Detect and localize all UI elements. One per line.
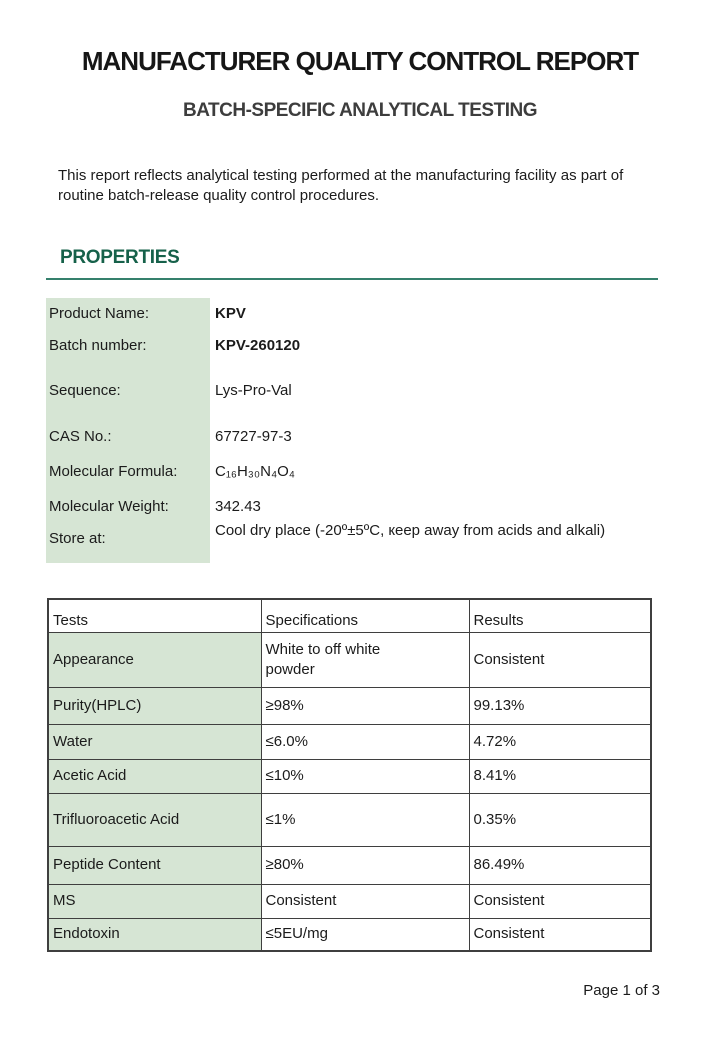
tests-table xyxy=(47,598,652,952)
test-name: Endotoxin xyxy=(48,918,261,951)
intro-paragraph: This report reflects analytical testing performed at the manufacturing facility as part of routine batch-release quality control procedures. xyxy=(58,167,624,204)
tests-header-results: Results xyxy=(469,599,651,632)
property-label-batch-number: Batch number: xyxy=(46,330,210,375)
property-value-cas-no: 67727-97-3 xyxy=(215,428,292,445)
test-name: Appearance xyxy=(48,632,261,687)
page-subtitle: BATCH-SPECIFIC ANALYTICAL TESTING xyxy=(182,100,537,121)
property-value-product-name: KPV xyxy=(215,305,246,322)
test-name: Trifluoroacetic Acid xyxy=(48,793,261,846)
tests-table-header-row xyxy=(48,599,651,632)
table-row-purity-hplc xyxy=(48,687,651,724)
property-label-cas-no: CAS No.: xyxy=(46,421,210,456)
properties-heading: PROPERTIES xyxy=(60,247,180,268)
test-specification: Consistent xyxy=(261,884,469,918)
test-specification: ≤10% xyxy=(261,759,469,793)
test-result: Consistent xyxy=(469,918,651,951)
property-label-product-name: Product Name: xyxy=(46,298,210,330)
test-result: 4.72% xyxy=(469,724,651,759)
test-name: Purity(HPLC) xyxy=(48,687,261,724)
property-value-sequence: Lys-Pro-Val xyxy=(215,382,292,399)
property-label-store-at: Store at: xyxy=(46,515,210,563)
test-specification: ≤5EU/mg xyxy=(261,918,469,951)
test-name: Acetic Acid xyxy=(48,759,261,793)
test-specification: ≤1% xyxy=(261,793,469,846)
test-result: 99.13% xyxy=(469,687,651,724)
test-result: Consistent xyxy=(469,884,651,918)
test-result: 0.35% xyxy=(469,793,651,846)
table-row-acetic-acid xyxy=(48,759,651,793)
tests-header-specifications: Specifications xyxy=(261,599,469,632)
property-label-molecular-formula: Molecular Formula: xyxy=(46,456,210,491)
test-name: MS xyxy=(48,884,261,918)
page-title: MANUFACTURER QUALITY CONTROL REPORT xyxy=(81,46,639,76)
test-specification: ≥80% xyxy=(261,846,469,884)
property-label-sequence: Sequence: xyxy=(46,375,210,421)
table-row-peptide-content xyxy=(48,846,651,884)
test-name: Water xyxy=(48,724,261,759)
test-specification: ≤6.0% xyxy=(261,724,469,759)
table-row-water xyxy=(48,724,651,759)
test-result: Consistent xyxy=(469,632,651,687)
test-result: 8.41% xyxy=(469,759,651,793)
test-specification: White to off white powder xyxy=(265,640,381,678)
property-value-store-at: Cool dry place (-20º±5ºC, кeep away from acids and alkali) xyxy=(215,522,606,539)
test-name: Peptide Content xyxy=(48,846,261,884)
property-value-molecular-formula: C₁₆H₃₀N₄O₄ xyxy=(215,463,295,480)
property-value-molecular-weight: 342.43 xyxy=(215,498,261,515)
property-label-molecular-weight: Molecular Weight: xyxy=(46,491,210,515)
properties-divider xyxy=(46,278,658,280)
property-value-batch-number: KPV-260120 xyxy=(215,337,301,354)
table-row-endotoxin xyxy=(48,918,651,951)
table-row-trifluoroacetic-acid xyxy=(48,793,651,846)
tests-header-tests: Tests xyxy=(48,599,261,632)
test-result: 86.49% xyxy=(469,846,651,884)
table-row-ms xyxy=(48,884,651,918)
page-number: Page 1 of 3 xyxy=(583,982,660,999)
table-row-appearance xyxy=(48,632,651,687)
test-specification: ≥98% xyxy=(261,687,469,724)
properties-list xyxy=(46,298,658,563)
